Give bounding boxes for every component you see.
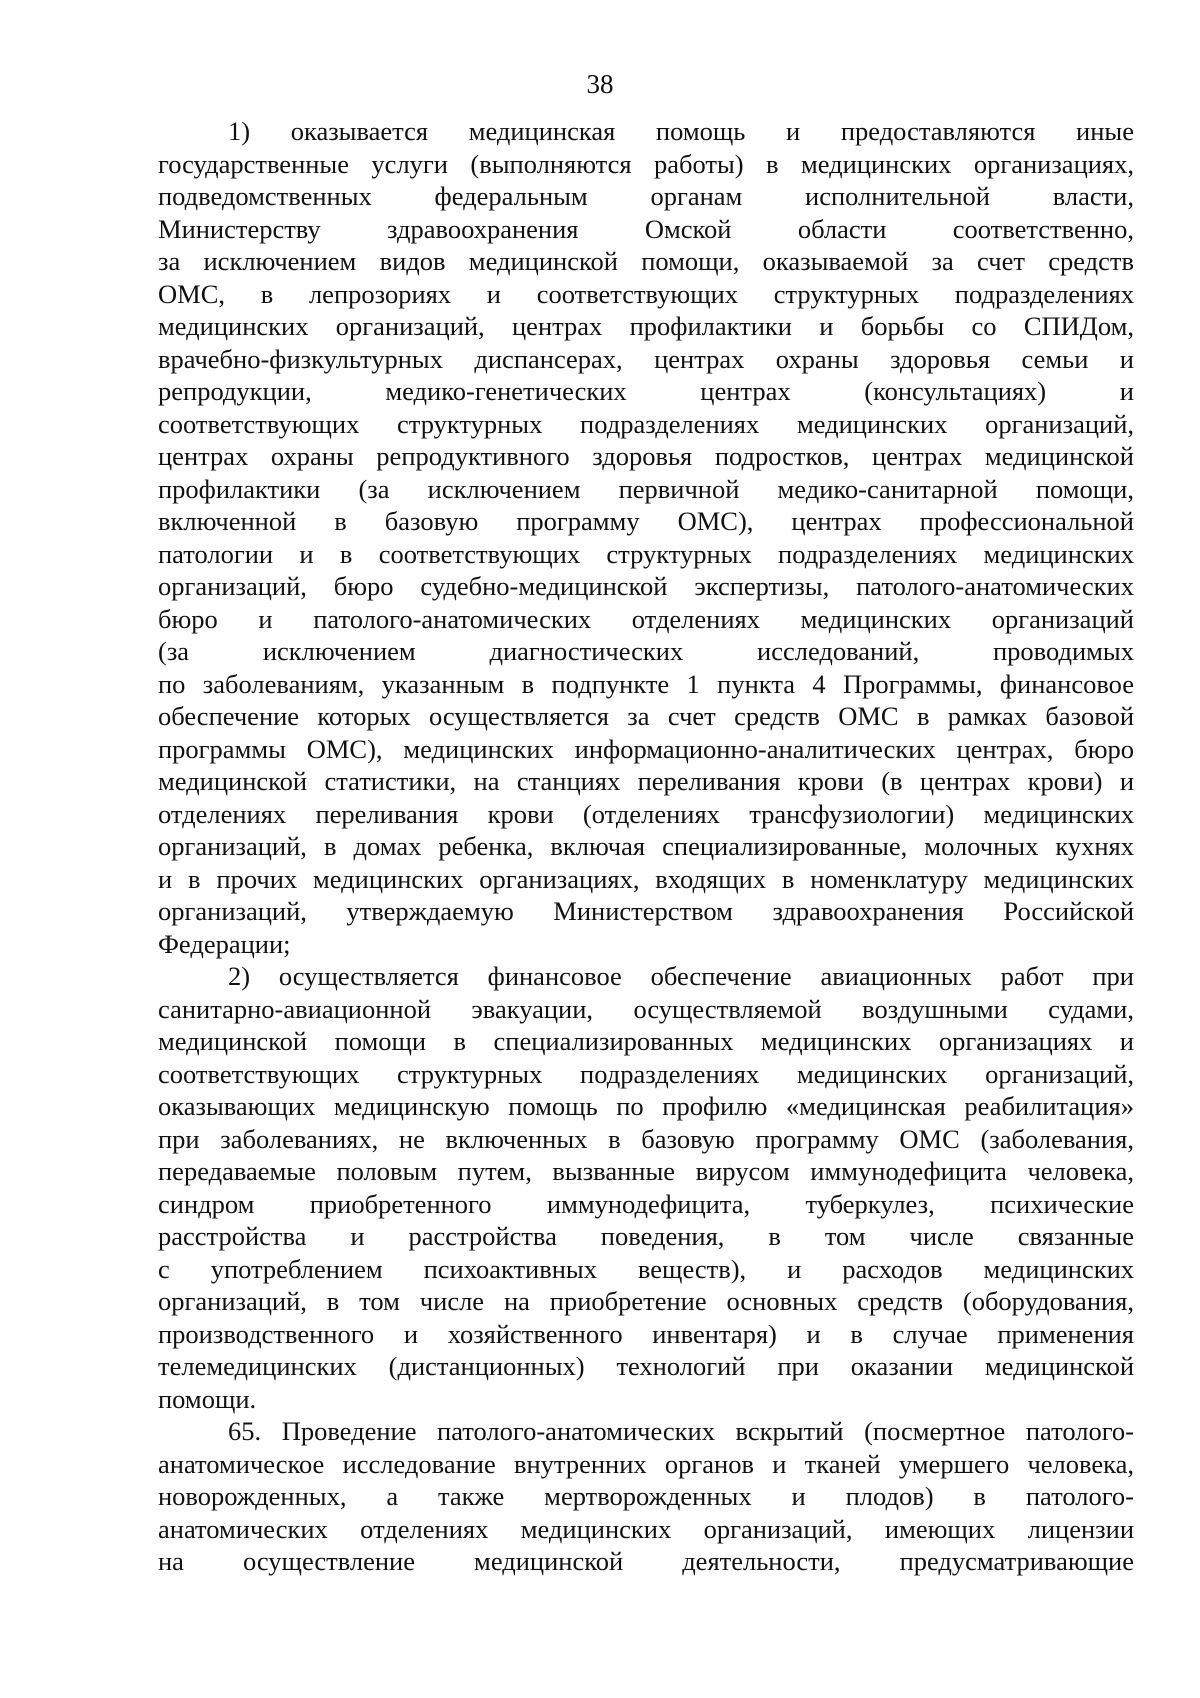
text-line: анатомическое исследование внутренних органов и тканей умершего человека, — [158, 1448, 1134, 1479]
text-line: за исключением видов медицинской помощи, оказываемой за счет средств — [158, 246, 1134, 276]
text-line: и в прочих медицинских организациях, входящих в номенклатуру медицинских — [158, 863, 1134, 894]
text-line: врачебно-физкультурных диспансерах, центрах охраны здоровья семьи и — [158, 343, 1134, 374]
text-line: профилактики (за исключением первичной медико-санитарной помощи, — [158, 473, 1134, 504]
text-line: Министерству здравоохранения Омской области соответственно, — [158, 213, 1134, 244]
paragraph-65 — [158, 1415, 1134, 1578]
text-line: соответствующих структурных подразделениях медицинских организаций, — [158, 408, 1134, 439]
text-line: медицинской статистики, на станциях переливания крови (в центрах крови) и — [158, 766, 1134, 796]
text-line: оказывающих медицинскую помощь по профилю «медицинская реабилитация» — [158, 1091, 1134, 1121]
text-line: передаваемые половым путем, вызванные вирусом иммунодефицита человека, — [158, 1156, 1134, 1186]
text-line: включенной в базовую программу ОМС), центрах профессиональной — [158, 506, 1134, 536]
text-line: обеспечение которых осуществляется за счет средств ОМС в рамках базовой — [158, 701, 1134, 731]
text-line: подведомственных федеральным органам исполнительной власти, — [158, 181, 1134, 211]
text-line: помощи. — [158, 1383, 257, 1414]
document-body — [158, 115, 1134, 1578]
text-line: Федерации; — [158, 928, 291, 959]
text-line: организаций, утверждаемую Министерством здравоохранения Российской — [158, 896, 1134, 926]
text-line: (за исключением диагностических исследований, проводимых — [158, 636, 1134, 666]
text-line: 1) оказывается медицинская помощь и предоставляются иные — [228, 116, 1134, 146]
text-line: репродукции, медико-генетических центрах (консультациях) и — [158, 376, 1134, 406]
text-line: новорожденных, а также мертворожденных и плодов) в патолого- — [158, 1481, 1134, 1511]
text-line: 2) осуществляется финансовое обеспечение авиационных работ при — [228, 961, 1134, 991]
text-line: организаций, бюро судебно-медицинской экспертизы, патолого-анатомических — [158, 571, 1134, 601]
text-line: соответствующих структурных подразделениях медицинских организаций, — [158, 1058, 1134, 1089]
text-line: патологии и в соответствующих структурных подразделениях медицинских — [158, 538, 1134, 569]
paragraph-item-1 — [158, 115, 1134, 960]
page-number: 38 — [586, 69, 614, 99]
text-line: санитарно-авиационной эвакуации, осуществляемой воздушными судами, — [158, 993, 1134, 1024]
paragraph-item-2 — [158, 960, 1134, 1415]
text-line: организаций, в том числе на приобретение основных средств (оборудования, — [158, 1286, 1134, 1316]
text-line: отделениях переливания крови (отделениях трансфузиологии) медицинских — [158, 798, 1134, 829]
text-line: организаций, в домах ребенка, включая специализированные, молочных кухнях — [158, 831, 1134, 861]
text-line: производственного и хозяйственного инвентаря) и в случае применения — [158, 1318, 1134, 1349]
text-line: телемедицинских (дистанционных) технологий при оказании медицинской — [158, 1351, 1134, 1381]
text-line: синдром приобретенного иммунодефицита, туберкулез, психические — [158, 1188, 1134, 1219]
text-line: по заболеваниям, указанным в подпункте 1 пункта 4 Программы, финансовое — [158, 668, 1134, 699]
text-line: ОМС, в лепрозориях и соответствующих структурных подразделениях — [158, 278, 1134, 309]
text-line: центрах охраны репродуктивного здоровья подростков, центрах медицинской — [158, 441, 1134, 471]
text-line: программы ОМС), медицинских информационно-аналитических центрах, бюро — [158, 733, 1134, 764]
text-line: государственные услуги (выполняются работы) в медицинских организациях, — [158, 148, 1134, 179]
text-line: при заболеваниях, не включенных в базовую программу ОМС (заболевания, — [158, 1123, 1134, 1154]
text-line: 65. Проведение патолого-анатомических вскрытий (посмертное патолого- — [228, 1416, 1134, 1446]
text-line: бюро и патолого-анатомических отделениях медицинских организаций — [158, 603, 1134, 634]
text-line: медицинской помощи в специализированных медицинских организациях и — [158, 1026, 1134, 1056]
text-line: расстройства и расстройства поведения, в том числе связанные — [158, 1221, 1134, 1251]
text-line: медицинских организаций, центрах профилактики и борьбы со СПИДом, — [158, 311, 1134, 341]
text-line: с употреблением психоактивных веществ), и расходов медицинских — [158, 1253, 1134, 1284]
text-line: на осуществление медицинской деятельности, предусматривающие — [158, 1546, 1134, 1576]
text-line: анатомических отделениях медицинских организаций, имеющих лицензии — [158, 1513, 1134, 1544]
